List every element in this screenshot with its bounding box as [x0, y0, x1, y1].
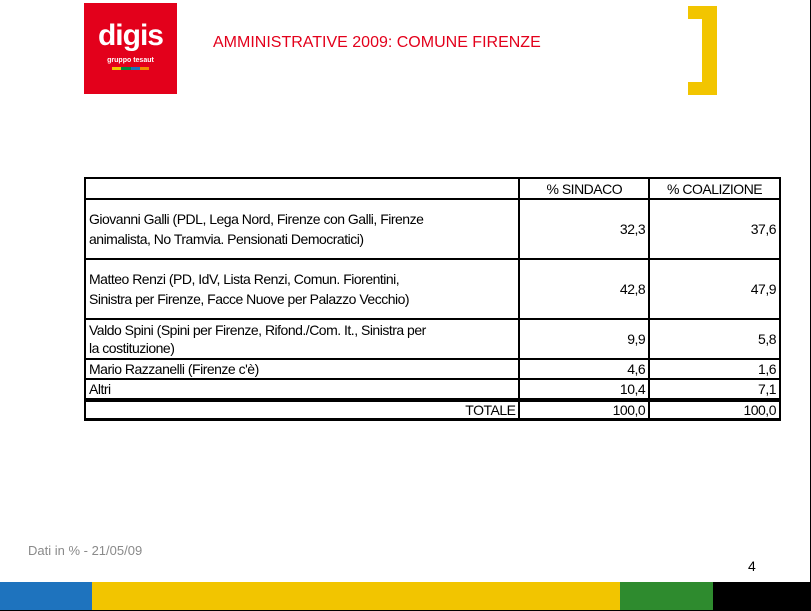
- coalizione-value: 5,8: [649, 319, 780, 359]
- candidate-cell: Mario Razzanelli (Firenze c'è): [85, 359, 519, 379]
- candidate-cell: Altri: [85, 379, 519, 400]
- candidate-cell: [85, 319, 519, 359]
- coalizione-value: 7,1: [649, 379, 780, 400]
- table-row: [85, 259, 780, 319]
- logo-stripe-orange: [140, 67, 149, 70]
- bar-segment-black: [713, 582, 810, 610]
- bracket-shape: [688, 6, 717, 95]
- coalizione-value: 1,6: [649, 359, 780, 379]
- total-label: TOTALE: [85, 400, 519, 420]
- candidate-cell: [85, 199, 519, 259]
- bar-segment-blue: [0, 582, 92, 610]
- total-sindaco: 100,0: [519, 400, 649, 420]
- candidate-line: Sinistra per Firenze, Facce Nuove per Palazzo Vecchio): [89, 291, 410, 307]
- candidate-cell: [85, 259, 519, 319]
- logo-stripe-green: [121, 67, 130, 70]
- page-number: 4: [748, 558, 756, 574]
- header-coalizione: % COALIZIONE: [649, 178, 780, 199]
- logo-word: digis: [97, 19, 163, 52]
- slide-title: AMMINISTRATIVE 2009: COMUNE FIRENZE: [213, 34, 541, 51]
- coalizione-value: 47,9: [649, 259, 780, 319]
- sindaco-value: 32,3: [519, 199, 649, 259]
- logo-stripe-blue: [131, 67, 140, 70]
- table-row: [85, 379, 780, 400]
- header-candidate: [85, 178, 519, 199]
- results-table: [84, 177, 781, 421]
- logo-subtitle: gruppo tesaut: [107, 57, 154, 64]
- sindaco-value: 9,9: [519, 319, 649, 359]
- candidate-line: Valdo Spini (Spini per Firenze, Rifond./Com. It., Sinistra per: [89, 322, 426, 338]
- total-coalizione: 100,0: [649, 400, 780, 420]
- data-footnote: Dati in % - 21/05/09: [28, 543, 143, 558]
- bottom-color-bar: [0, 582, 810, 610]
- logo-color-stripe: [112, 67, 149, 70]
- table-row: [85, 359, 780, 379]
- candidate-line: Giovanni Galli (PDL, Lega Nord, Firenze con Galli, Firenze: [89, 211, 424, 227]
- coalizione-value: 37,6: [649, 199, 780, 259]
- bracket-icon: [684, 3, 718, 95]
- sindaco-value: 4,6: [519, 359, 649, 379]
- table-row: [85, 319, 780, 359]
- digis-logo: [84, 3, 177, 94]
- candidate-line: la costituzione): [89, 340, 175, 356]
- logo-stripe-yellow: [112, 67, 121, 70]
- bar-segment-yellow: [92, 582, 620, 610]
- candidate-line: Matteo Renzi (PD, IdV, Lista Renzi, Comun. Fiorentini,: [89, 271, 400, 287]
- header-sindaco: % SINDACO: [519, 178, 649, 199]
- sindaco-value: 42,8: [519, 259, 649, 319]
- candidate-line: animalista, No Tramvia. Pensionati Democratici): [89, 231, 364, 247]
- bar-segment-green: [620, 582, 713, 610]
- total-row: [85, 400, 780, 420]
- sindaco-value: 10,4: [519, 379, 649, 400]
- table-header-row: [85, 178, 780, 199]
- table-row: [85, 199, 780, 259]
